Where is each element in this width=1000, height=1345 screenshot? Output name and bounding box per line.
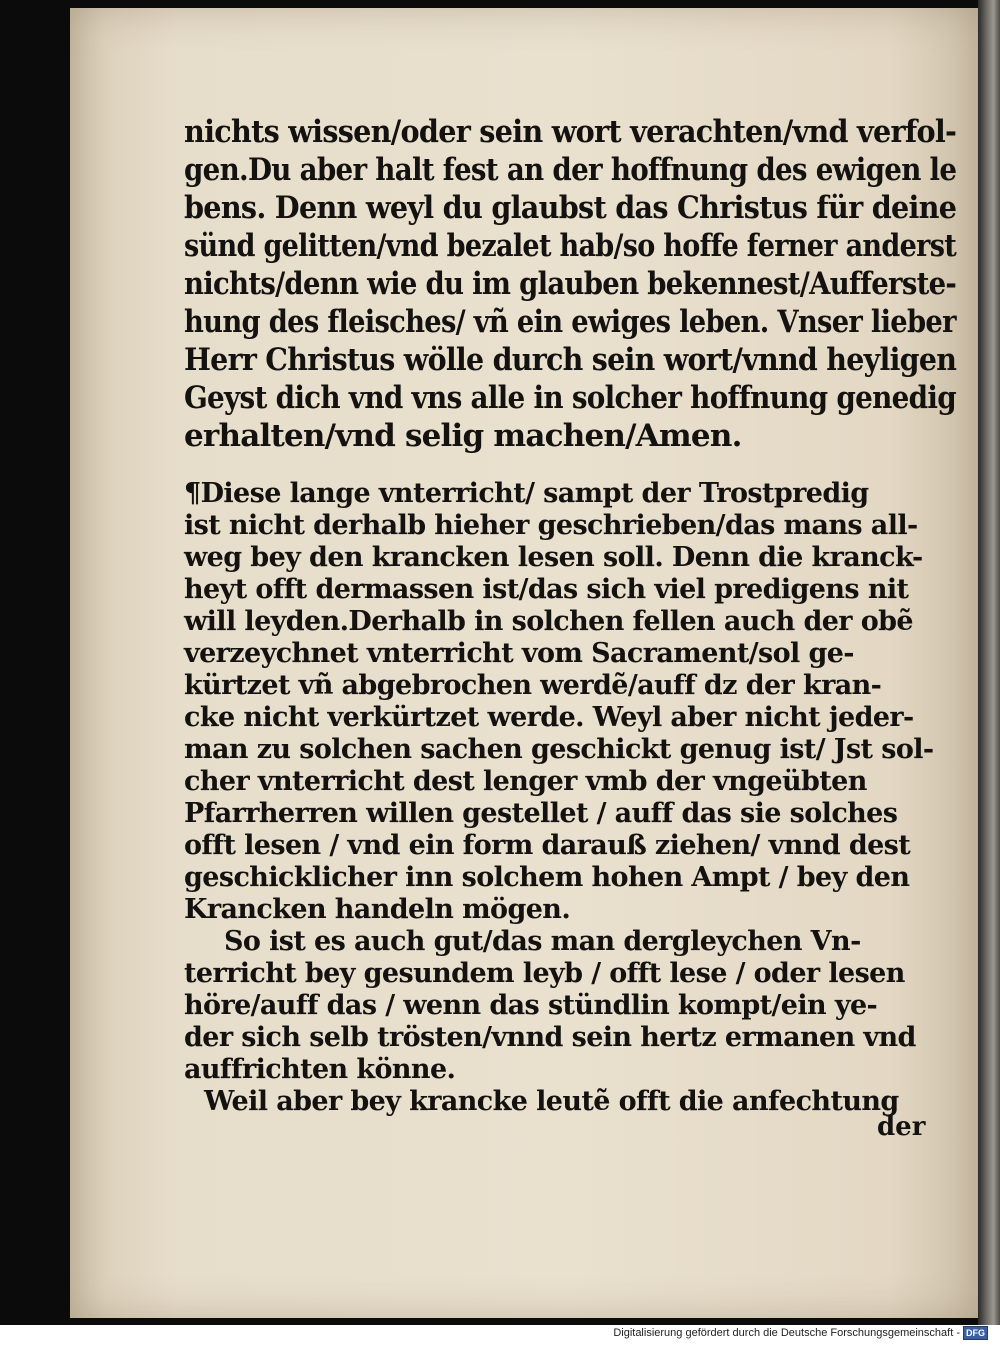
text-line-content: cke nicht verkürtzet werde. Weyl aber nicht jeder- [184,702,914,733]
text-line-content: Herr Christus wölle durch sein wort/vnnd heyligen [184,342,957,378]
text-line-content: ist nicht derhalb hieher geschrieben/das mans all- [184,510,918,541]
text-line-content: der sich selb trösten/vnnd sein hertz ermanen vnd [184,1022,916,1053]
text-line-content: Weil aber bey krancke leutẽ offt die anfechtung [204,1086,899,1117]
page-edge-shadow [978,0,1000,1325]
text-line-content: nichts wissen/oder sein wort verachten/vnd verfol- [184,114,957,150]
text-line-content: Krancken handeln mögen. [184,894,571,925]
text-line-content: offt lesen / vnd ein form darauß ziehen/ vnnd dest [184,830,911,861]
text-line-content: Geyst dich vnd vns alle in solcher hoffnung genedig [184,380,956,416]
text-line-content: nichts/denn wie du im glauben bekennest/Aufferste- [184,266,957,302]
text-line-content: heyt offt dermassen ist/das sich viel predigens nit [184,574,909,605]
text-line-content: kürtzet vñ abgebrochen werdẽ/auff dz der kran- [184,670,882,701]
text-line-content: sünd gelitten/vnd bezalet hab/so hoffe ferner anderst [184,228,957,264]
footer-credit-text: Digitalisierung gefördert durch die Deutsche Forschungsgemeinschaft - [613,1327,960,1339]
text-line-content: geschicklicher inn solchem hohen Ampt / bey den [184,862,910,893]
text-line-content: weg bey den krancken lesen soll. Denn die kranck- [184,542,923,573]
catchword: der [877,1112,926,1142]
text-line-content: höre/auff das / wenn das stündlin kompt/ein ye- [184,990,878,1021]
dfg-logo-icon: DFG [963,1326,988,1340]
text-line-content: ¶Diese lange vnterricht/ sampt der Trostpredig [184,478,869,509]
footer-credit [613,1325,988,1341]
text-line-content: hung des fleisches/ vñ ein ewiges leben. Vnser lieber [184,304,956,340]
text-line-content: terricht bey gesundem leyb / offt lese / oder lesen [184,958,905,989]
text-line-content: So ist es auch gut/das man dergleychen Vn- [224,926,861,957]
text-line-content: verzeychnet vnterricht vom Sacrament/sol ge- [184,638,854,669]
text-line-content: will leyden.Derhalb in solchen fellen auch der obẽ [184,606,913,637]
text-line-content: Pfarrherren willen gestellet / auff das sie solches [184,798,898,829]
text-line-content: gen.Du aber halt fest an der hoffnung des ewigen le [184,152,957,188]
text-line-content: man zu solchen sachen geschickt genug ist/ Jst sol- [184,734,934,765]
text-line-content: erhalten/vnd selig machen/Amen. [184,418,742,454]
text-line-content: bens. Denn weyl du glaubst das Christus für deine [184,190,957,226]
text-line-content: cher vnterricht dest lenger vmb der vngeübten [184,766,867,797]
text-line-content: auffrichten könne. [184,1054,456,1085]
